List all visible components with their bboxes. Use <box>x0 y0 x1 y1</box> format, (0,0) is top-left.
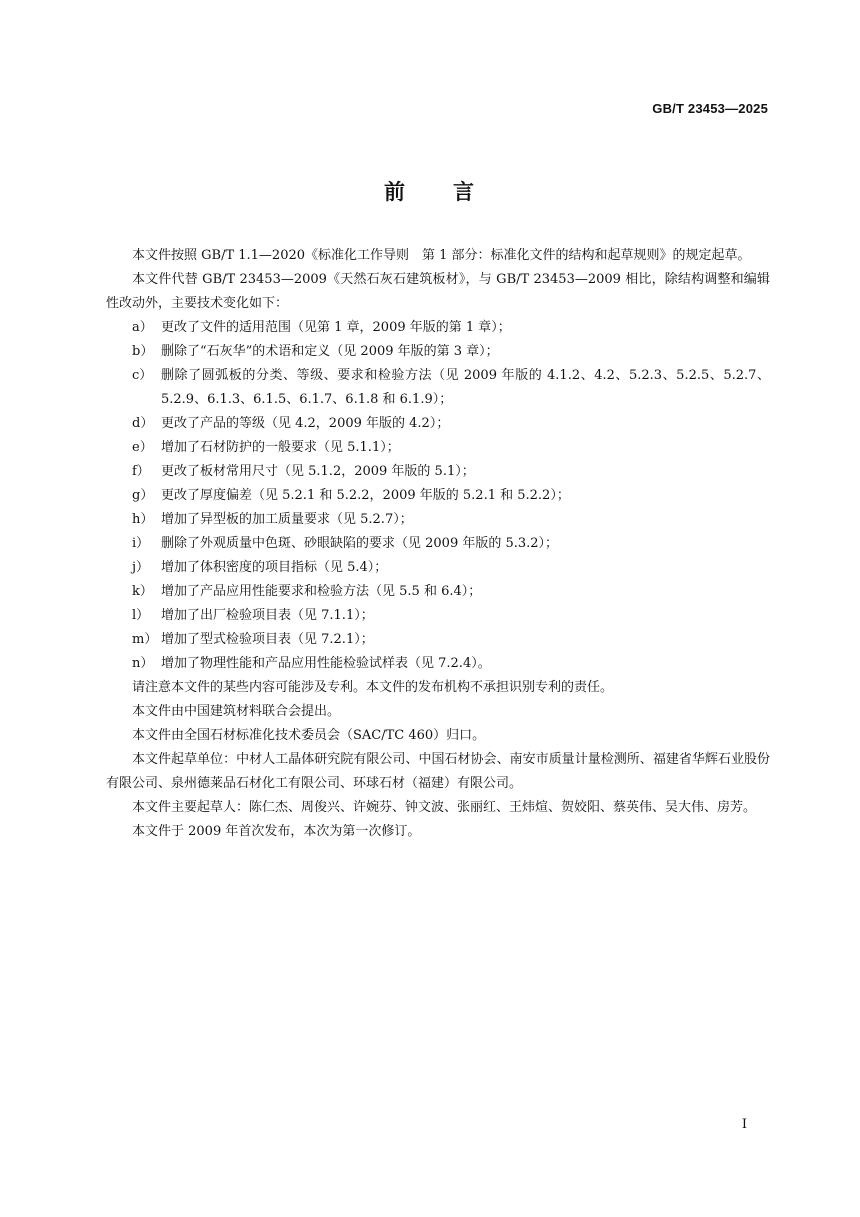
list-item-text: 增加了型式检验项目表（见 7.2.1）； <box>161 632 374 647</box>
list-item-text: 增加了物理性能和产品应用性能检验试样表（见 7.2.4）。 <box>161 656 491 671</box>
foreword-body <box>106 244 770 844</box>
intro-paragraph: 本文件按照 GB/T 1.1—2020《标准化工作导则 第 1 部分：标准化文件的结构和起草规则》的规定起草。 <box>132 248 751 263</box>
list-item <box>106 580 770 604</box>
list-item <box>106 412 770 436</box>
list-marker: d） <box>132 416 154 431</box>
technical-changes-list <box>106 316 770 676</box>
list-item <box>106 484 770 508</box>
patent-notice: 请注意本文件的某些内容可能涉及专利。本文件的发布机构不承担识别专利的责任。 <box>132 680 614 695</box>
list-item-text: 删除了“石灰华”的术语和定义（见 2009 年版的第 3 章）； <box>161 344 499 359</box>
proposer-statement: 本文件由中国建筑材料联合会提出。 <box>132 704 341 719</box>
list-marker: c） <box>132 368 153 383</box>
standard-code: GB/T 23453—2025 <box>652 101 768 116</box>
list-item <box>106 508 770 532</box>
list-item <box>106 604 770 628</box>
list-item <box>106 628 770 652</box>
list-marker: m） <box>132 632 158 647</box>
intro-paragraph: 本文件代替 GB/T 23453—2009《天然石灰石建筑板材》，与 GB/T 23453—2009 相比，除结构调整和编辑性改动外，主要技术变化如下： <box>106 272 770 311</box>
list-marker: j） <box>132 560 150 575</box>
list-item-text: 删除了外观质量中色斑、砂眼缺陷的要求（见 2009 年版的 5.3.2）； <box>161 536 559 551</box>
page-number: I <box>741 1117 747 1132</box>
list-marker: n） <box>132 656 154 671</box>
list-item <box>106 532 770 556</box>
list-marker: b） <box>132 344 154 359</box>
drafting-persons: 本文件主要起草人：陈仁杰、周俊兴、许婉芬、钟文波、张丽红、王炜煊、贺姣阳、蔡英伟、吴大伟、房芳。 <box>132 800 757 815</box>
list-item-text: 增加了异型板的加工质量要求（见 5.2.7）； <box>161 512 413 527</box>
list-item <box>106 340 770 364</box>
list-marker: h） <box>132 512 154 527</box>
list-item-text: 更改了板材常用尺寸（见 5.1.2，2009 年版的 5.1）； <box>161 464 475 479</box>
list-item-text: 增加了体积密度的项目指标（见 5.4）； <box>161 560 388 575</box>
list-item <box>106 316 770 340</box>
committee-statement: 本文件由全国石材标准化技术委员会（SAC/TC 460）归口。 <box>132 728 486 743</box>
list-item-text: 删除了圆弧板的分类、等级、要求和检验方法（见 2009 年版的 4.1.2、4.2、5.2.3、5.2.5、5.2.7、5.2.9、6.1.3、6.1.5、6.1.7、6.1.8 和 6.1.9）； <box>161 368 770 407</box>
list-item <box>106 436 770 460</box>
list-item <box>106 460 770 484</box>
list-marker: l） <box>132 608 150 623</box>
list-marker: a） <box>132 320 153 335</box>
list-item-text: 更改了产品的等级（见 4.2，2009 年版的 4.2）； <box>161 416 450 431</box>
title-char-2: 言 <box>453 180 476 204</box>
page-title <box>0 176 860 206</box>
list-item-text: 更改了厚度偏差（见 5.2.1 和 5.2.2，2009 年版的 5.2.1 和 5.2.2）； <box>161 488 570 503</box>
list-marker: i） <box>132 536 150 551</box>
list-item-text: 增加了产品应用性能要求和检验方法（见 5.5 和 6.4）； <box>161 584 482 599</box>
list-item <box>106 556 770 580</box>
list-marker: e） <box>132 440 153 455</box>
list-marker: g） <box>132 488 154 503</box>
title-char-1: 前 <box>384 180 407 204</box>
list-item-text: 增加了石材防护的一般要求（见 5.1.1）； <box>161 440 400 455</box>
list-item-text: 更改了文件的适用范围（见第 1 章，2009 年版的第 1 章）； <box>161 320 511 335</box>
list-item <box>106 364 770 412</box>
list-item-text: 增加了出厂检验项目表（见 7.1.1）； <box>161 608 374 623</box>
publication-history: 本文件于 2009 年首次发布，本次为第一次修订。 <box>132 824 421 839</box>
list-marker: f） <box>132 464 150 479</box>
list-item <box>106 652 770 676</box>
list-marker: k） <box>132 584 153 599</box>
drafting-units: 本文件起草单位：中材人工晶体研究院有限公司、中国石材协会、南安市质量计量检测所、福建省华辉石业股份有限公司、泉州德莱品石材化工有限公司、环球石材（福建）有限公司。 <box>106 752 770 791</box>
